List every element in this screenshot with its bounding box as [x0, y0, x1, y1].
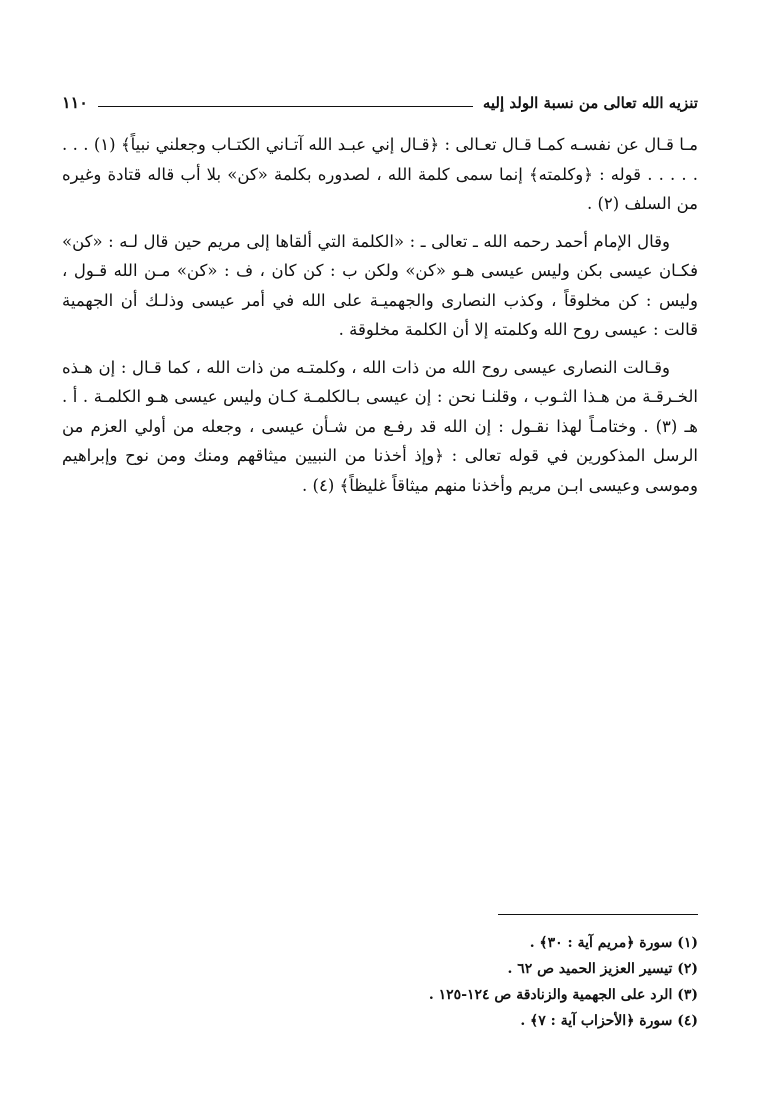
paragraph-2: وقال الإمام أحمد رحمه الله ـ تعالى ـ : «الكلمة التي ألقاها إلى مريم حين قال لـه : «كن» فكـان عيسى بكن وليس عيسى هـو «كن» ولكن ب : كن كان ، ف : «كن» مـن الله قـول ، وليس : كن مخلوقاً ، وكذب النصارى والجهميـة على الله في أمر عيسى وذلـك أن الجهمية قالت : عيسى روح الله وكلمته إلا أن الكلمة مخلوقة .	[62, 231, 698, 339]
header-rule	[98, 106, 473, 107]
footnote-3: (٣) الرد على الجهمية والزنادقة ص ١٢٤-١٢٥ .	[428, 987, 698, 1003]
footnote-4: (٤) سورة ﴿الأحزاب آية : ٧﴾ .	[520, 1013, 698, 1029]
page-header	[62, 88, 698, 112]
paragraph-1: مـا قـال عن نفسـه كمـا قـال تعـالى : ﴿قـال إني عبـد الله آتـاني الكتـاب وجعلني نبياً﴾ (١) . . . . . . . . قوله : ﴿وكلمته﴾ إنما سمى كلمة الله ، لصدوره بكلمة «كن» بلا أب قاله قتادة وغيره من السلف (٢) .	[62, 135, 698, 213]
running-title: تنزيه الله تعالى من نسبة الولد إليه	[482, 94, 698, 112]
footnotes	[62, 930, 698, 1034]
main-text	[62, 130, 698, 508]
page-number: ١١٠	[62, 93, 88, 112]
footnote-1: (١) سورة ﴿مريم آية : ٣٠﴾ .	[529, 935, 698, 951]
footnote-separator	[498, 914, 698, 915]
paragraph-3: وقـالت النصارى عيسى روح الله من ذات الله ، وكلمتـه من ذات الله ، كما قـال : إن هـذه الخـرقـة من هـذا الثـوب ، وقلنـا نحن : إن عيسى بـالكلمـة كـان وليس عيسى هـو الكلمـة . أ . هـ (٣) . وختامـاً لهذا نقـول : إن الله قد رفـع من شـأن عيسى ، وجعله من أولي العزم من الرسل المذكورين في قوله تعالى : ﴿وإذ أخذنا من النبيين ميثاقهم ومنك ومن نوح وإبراهيم وموسى وعيسى ابـن مريم وأخذنا منهم ميثاقاً غليظاً﴾ (٤) .	[62, 357, 698, 495]
footnote-2: (٢) تيسير العزيز الحميد ص ٦٢ .	[507, 961, 698, 977]
